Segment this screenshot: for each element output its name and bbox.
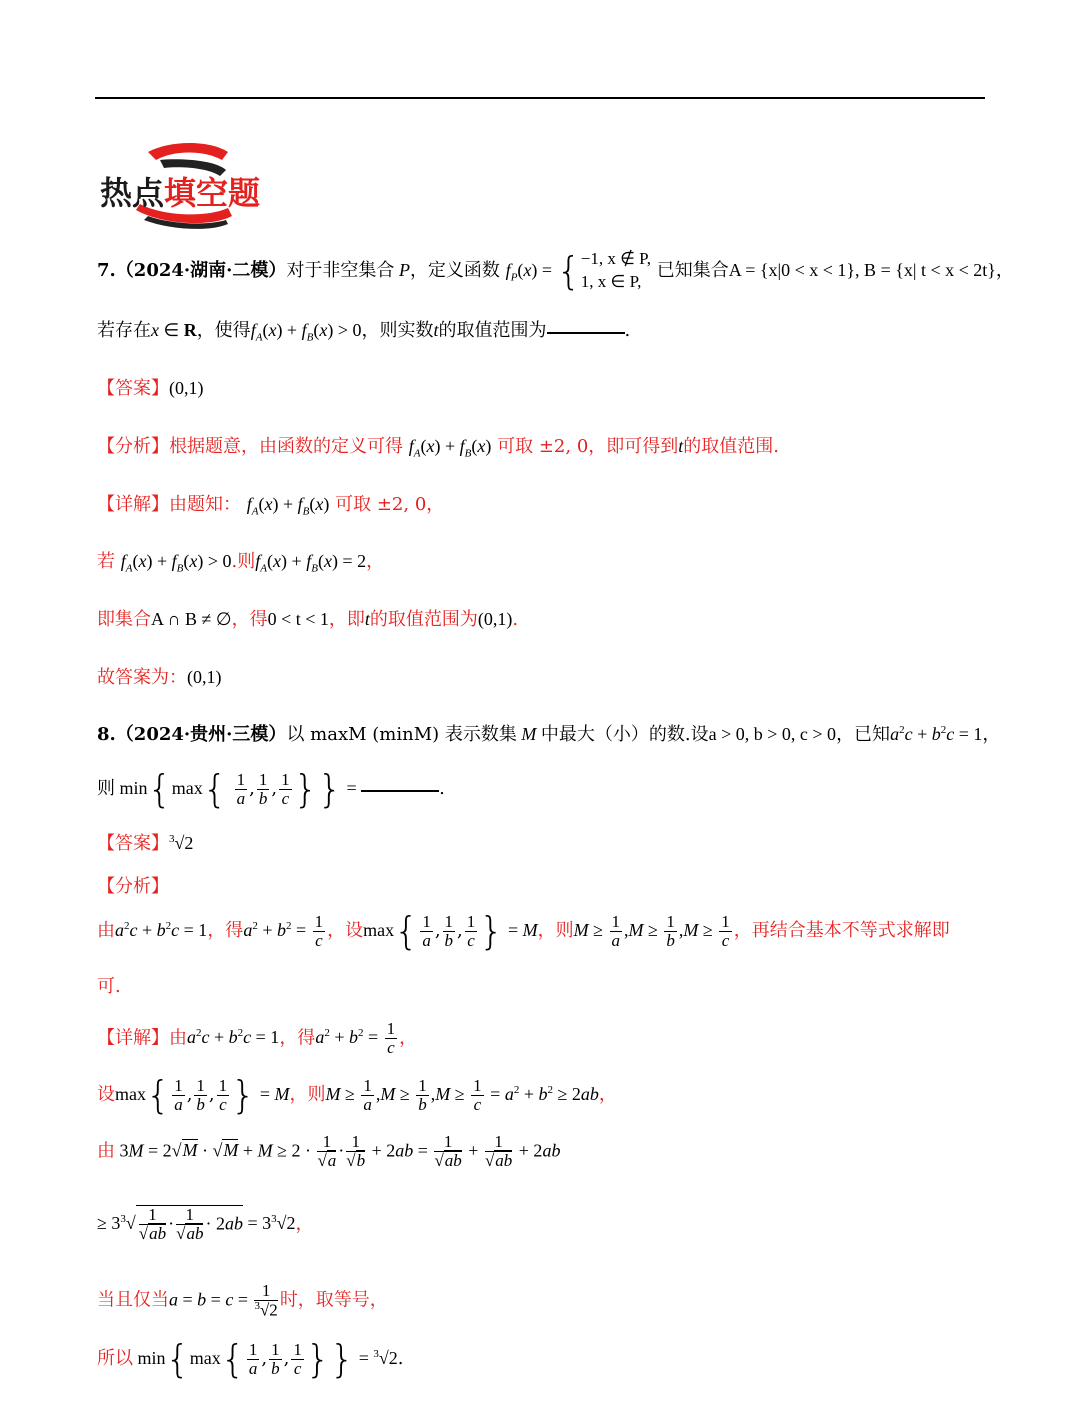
- q8-answer: 【答案】$^3$√2: [97, 833, 194, 854]
- q8-analysis1: 由$a^2c + b^2c = 1$，得$a^2 + b^2$ = $\frac{1}{c}$ ，设max{ $\frac{1}{a}$ , $\frac{1}{b}$ , $\frac{1}{c}$ } = M，则M ≥ $\frac{1}{a}$ ,M ≥ $\frac{1}{b}$ ,M ≥ $\frac{1}{c}$ ，再结合基本不等式求解即: [97, 909, 950, 953]
- q8-line2: 则 min{max{ $\frac{1}{a}$ , $\frac{1}{b}$ , $\frac{1}{c}$ }} = .: [97, 767, 445, 811]
- q8-analysis2: 可.: [97, 976, 121, 997]
- q8-detail3: 由 3M = 2√M · √M + M ≥ 2 · $\frac{1}{√a}$ · $\frac{1}{√b}$ + 2ab = $\frac{1}{√ab}$ + $\frac{1}{√ab}$ + 2ab: [97, 1132, 561, 1170]
- q7-detail1: 【详解】由题知： $f_A(x) + f_B(x)$ 可取 ±2, 0，: [97, 494, 445, 518]
- q8-detail5: 当且仅当a = b = c = $\frac{1}{^3√2}$ 时，取等号，: [97, 1281, 388, 1320]
- q8-analysis-label: 【分析】: [97, 876, 169, 897]
- answer-blank: [547, 332, 625, 334]
- answer-blank-q8: [361, 790, 439, 792]
- logo-text-red: 填空题: [164, 174, 261, 212]
- logo-text-dark: 热点: [100, 174, 165, 212]
- q8-detail2: 设max{ $\frac{1}{a}$ , $\frac{1}{b}$ , $\frac{1}{c}$ } = M，则M ≥ $\frac{1}{a}$ ,M ≥ $\frac{1}{b}$ ,M ≥ $\frac{1}{c}$ = $a^2 + b^2 \ge 2ab$，: [97, 1073, 617, 1117]
- q7-line1: 7.（2024·湖南·二模）对于非空集合 P，定义函数 $f_P(x) = \{-1$, x ∉ P, 1, x ∈ P, 已知集合A = {x|0 < x < 1}, B = {x| t < x < 2t}，: [97, 248, 1014, 293]
- q7-analysis: 【分析】根据题意，由函数的定义可得 $f_A(x) + f_B(x)$ 可取 ±2, 0，即可得到t的取值范围.: [97, 436, 780, 460]
- header-rule: [95, 97, 985, 99]
- q7-detail2: 若 $f_A(x) + f_B(x) > 0$.则$f_A(x) + f_B(x) = 2$，: [97, 551, 385, 575]
- q7-conclusion: 故答案为：(0,1): [97, 667, 222, 688]
- q7-detail3: 即集合A ∩ B ≠ ∅，得0 < t < 1，即t的取值范围为(0,1).: [97, 609, 519, 630]
- q8-line1: 8.（2024·贵州·三模）以 maxM (minM) 表示数集 M 中最大（小）的数.设a > 0, b > 0, c > 0，已知$a^2c + b^2c = 1$，: [97, 724, 1001, 745]
- q8-detail1: 【详解】由$a^2c + b^2c = 1$，得$a^2 + b^2$ = $\frac{1}{c}$ ，: [97, 1019, 418, 1057]
- hot-fill-blank-logo: [100, 138, 265, 230]
- q7-answer: 【答案】(0,1): [97, 378, 204, 399]
- q8-detail6: 所以 min{max{ $\frac{1}{a}$ , $\frac{1}{b}$ , $\frac{1}{c}$ }} = $^3$√2.: [97, 1337, 404, 1381]
- q7-line2: 若存在x ∈ R，使得$f_A(x) + f_B(x) > 0$，则实数t的取值范围为 .: [97, 320, 631, 344]
- q8-detail4: ≥ $3^3√$ $\frac{1}{√ab}$ · $\frac{1}{√ab}$ · $2ab = 3^3√2$，: [97, 1205, 314, 1243]
